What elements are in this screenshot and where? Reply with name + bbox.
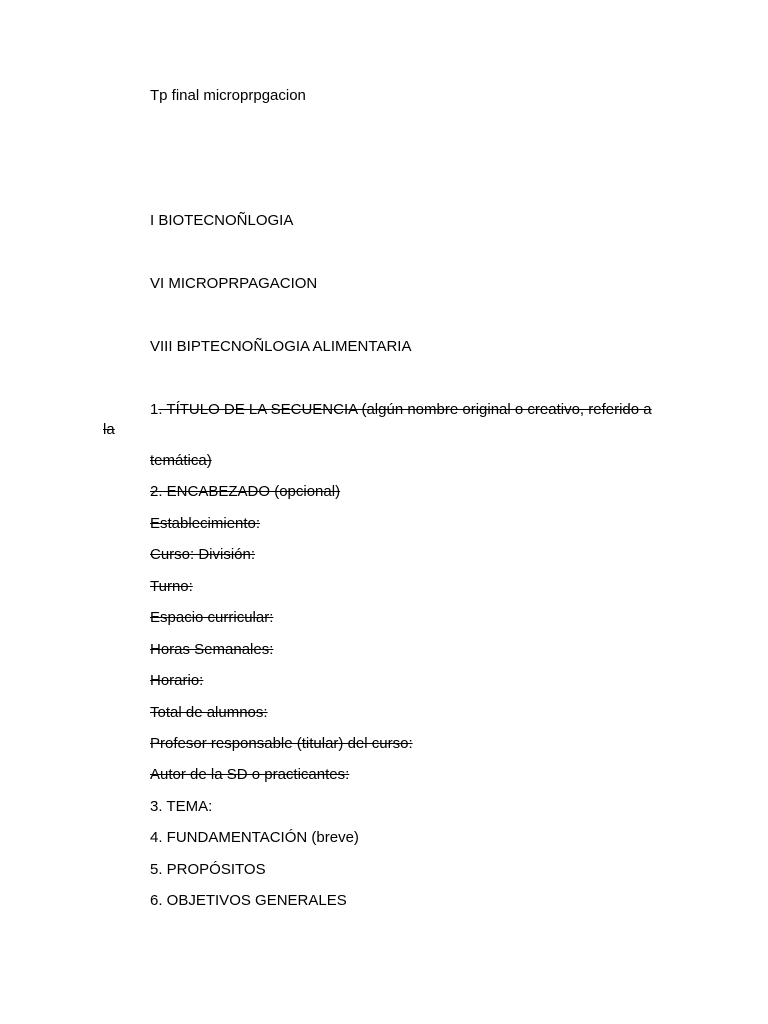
field-profesor-responsable: Profesor responsable (titular) del curso:	[150, 735, 413, 752]
heading-biotecnologia-alimentaria: VIII BIPTECNOÑLOGIA ALIMENTARIA	[150, 338, 412, 355]
field-turno: Turno:	[150, 578, 193, 595]
heading-biotecnologia: I BIOTECNOÑLOGIA	[150, 212, 294, 229]
section-1-wrap: la	[103, 421, 115, 438]
field-horario: Horario:	[150, 672, 204, 689]
section-4-fundamentacion: 4. FUNDAMENTACIÓN (breve)	[150, 829, 359, 846]
section-1-continuation: temática)	[150, 452, 212, 469]
heading-micropropagacion: VI MICROPRPAGACION	[150, 275, 318, 292]
section-6-objetivos-generales: 6. OBJETIVOS GENERALES	[150, 892, 347, 909]
field-curso-division: Curso: División:	[150, 546, 256, 563]
field-espacio-curricular: Espacio curricular:	[150, 609, 274, 626]
field-horas-semanales: Horas Semanales:	[150, 641, 274, 658]
section-1-text: . TÍTULO DE LA SECUENCIA (algún nombre original o creativo, referido a	[158, 401, 652, 418]
field-establecimiento: Establecimiento:	[150, 515, 261, 532]
document-title: Tp final microprpgacion	[150, 87, 306, 104]
field-total-alumnos: Total de alumnos:	[150, 704, 268, 721]
section-1-number: 1	[150, 401, 159, 418]
field-autor-sd: Autor de la SD o practicantes:	[150, 766, 350, 783]
section-3-tema: 3. TEMA:	[150, 798, 213, 815]
section-1-title	[150, 401, 652, 419]
section-5-propositos: 5. PROPÓSITOS	[150, 861, 266, 878]
section-2-heading: 2. ENCABEZADO (opcional)	[150, 483, 341, 500]
